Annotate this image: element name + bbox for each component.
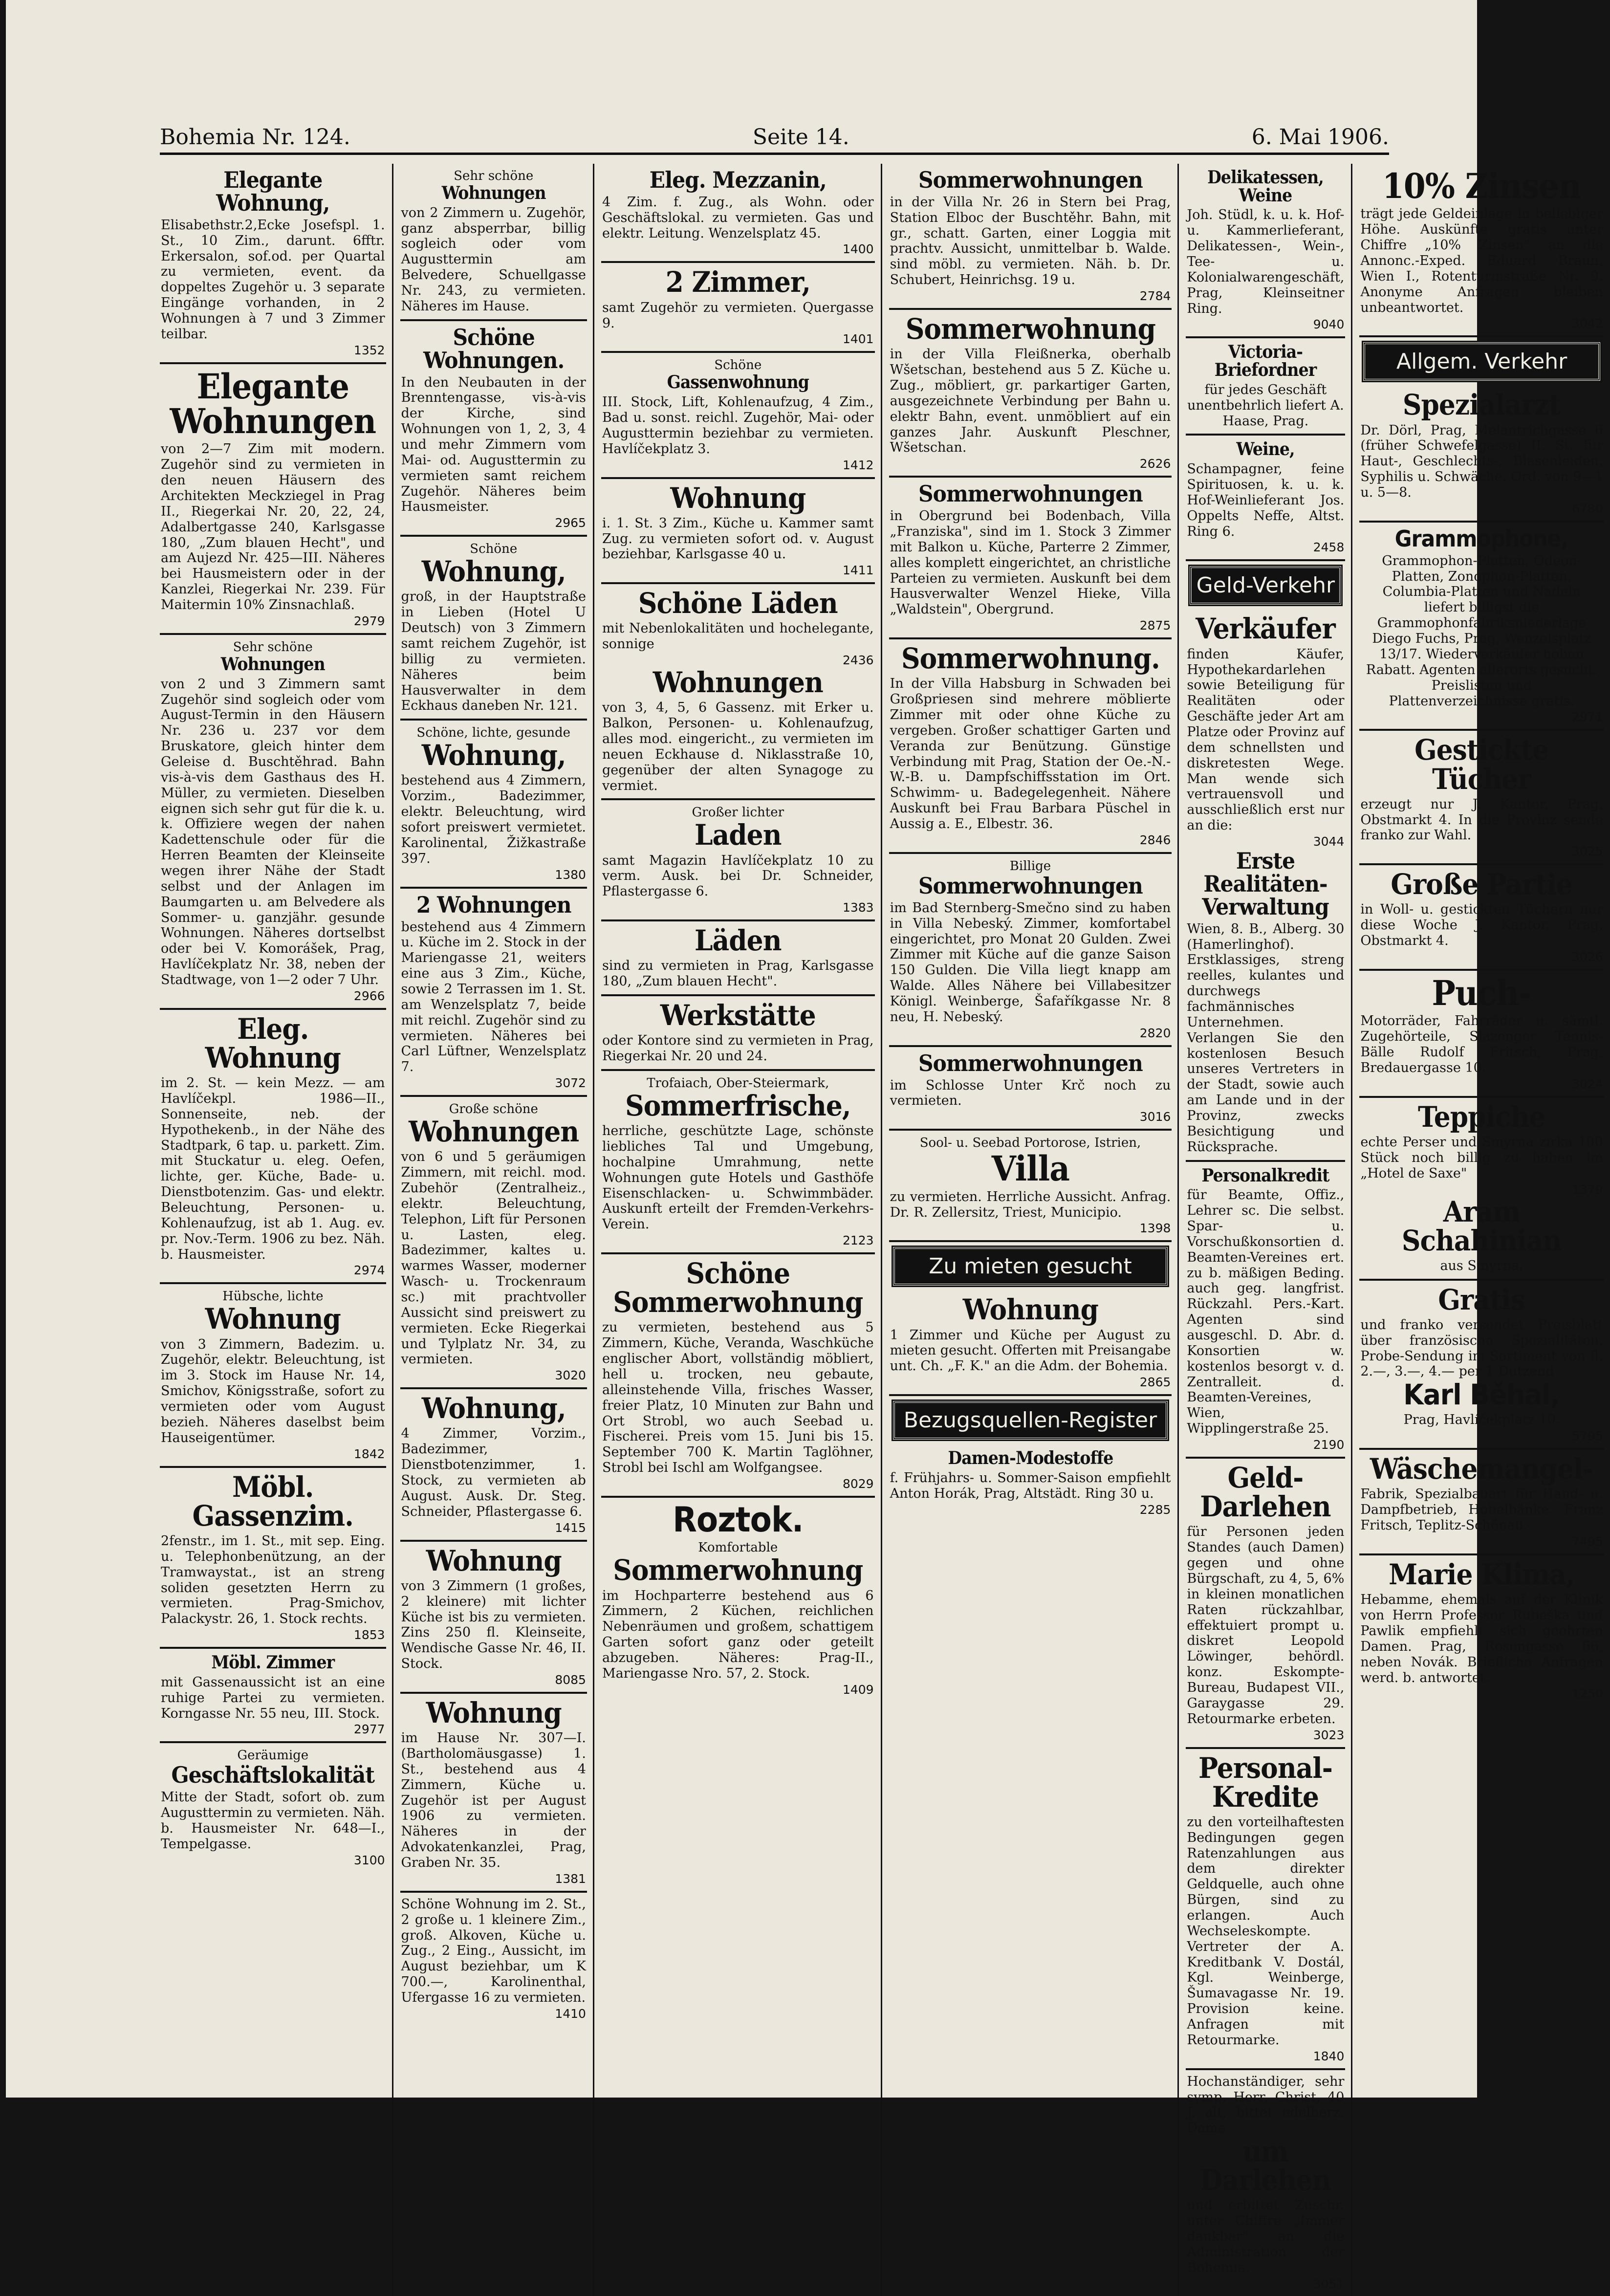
ad-body: in Obergrund bei Bodenbach, Villa „Franziska", sind im 1. Stock 3 Zimmer mit Balkon u. Küche, Parterre 2 Zimmer, alles komplett eingerichtet, an christliche Parteien zu vermieten. Auskunft bei dem Hausverwalter Wenzel Hieke, Villa „Waldstein", Obergrund. — [890, 508, 1171, 617]
ad-pretitle: Sool- u. Seebad Portorose, Istrien, — [919, 1136, 1141, 1151]
ad-heading: 2 Zimmer, — [665, 265, 810, 299]
ad-body: in der Villa Nr. 26 in Stern bei Prag, Station Elboc der Buschtěhr. Bahn, mit gr., schatt. Garten, einer Loggia mit prachtv. Aussicht, unmittelbar b. Walde. sind möbl. zu vermieten. Näh. b. Dr. Schubert, Heinrichsg. 19 u. — [890, 194, 1171, 288]
ad — [1359, 1098, 1604, 1281]
ad — [160, 1649, 386, 1743]
ad-heading: Gestickte Tücher — [1414, 733, 1549, 796]
ad-number: 1352 — [353, 343, 385, 357]
ad-number: 1412 — [842, 458, 874, 472]
ad-number: 1380 — [555, 867, 586, 882]
ad-body: Prag, Havlíčekplatz 10. — [1403, 1412, 1560, 1428]
ad-body: für jedes Geschäft unentbehrlich liefert A. Haase, Prag. — [1187, 382, 1344, 429]
ad — [889, 164, 1172, 310]
ad-heading: Verkäufer — [1196, 612, 1336, 646]
ad-body: 2fenstr., im 1. St., mit sep. Eing. u. Telephonbenützung, an der Tramwaystat., ist an streng soliden gesetzten Herrn zu vermieten. Prag-Smichov, Palackystr. 26, 1. Stock rechts. — [161, 1533, 385, 1627]
ad-number: 1250 — [1572, 1686, 1603, 1701]
ad-pretitle: Hübsche, lichte — [222, 1289, 324, 1304]
ad-number: 2123 — [842, 1233, 874, 1248]
ad-body: im Hochparterre bestehend aus 6 Zimmern, 2 Küchen, reichlichen Nebenräumen und großem, schattigem Garten sofort ganz oder geteilt abzugeben. Näheres: Prag-II., Mariengasse Nro. 57, 2. Stock. — [602, 1588, 874, 1681]
ad-body: Grammophon-Platten, Odeon-Platten, Zonophon-Platten, Columbia-Platten und Nadeln liefert billigst die Grammophonfabriksniederlage Diego Fuchs, Prag, Wenzelsplatz 13/17. Wiederverkäufer hohen Rabatt. Agenten allerorts gesucht. Preislisten und Plattenverzeichnisse gratis. — [1366, 553, 1598, 709]
ad — [889, 478, 1172, 639]
ad — [889, 1047, 1172, 1131]
ad-pretitle: Trofaiach, Ober-Steiermark, — [647, 1075, 829, 1091]
ad-body: von 2—7 Zim mit modern. Zugehör sind zu vermieten in den neuen Häusern des Architekten Meckziegel in Prag II., Riegerkai Nr. 20, 22, 24, Adalbertgasse 240, Karlsgasse 180, „Zum blauen Hecht", und am Aujezd Nr. 425—III. Näheres bei Hausmeistern oder in der Kanzlei, Riegerkai Nr. 239. Für Maitermin 10% Zinsnachlaß. — [161, 441, 385, 613]
ad-pretitle: Billige — [1009, 858, 1051, 874]
ad — [400, 1694, 587, 1893]
ad-heading: Sommerwohnungen — [918, 872, 1143, 899]
ad-pretitle: Schöne — [470, 542, 518, 557]
ad-heading: Delikatessen, Weine — [1207, 167, 1324, 206]
ad-body: groß, in der Hauptstraße in Lieben (Hotel U Deutsch) von 3 Zimmern samt reichem Zugehör, ist billig zu vermieten. Näheres beim Hausverwalter in dem Eckhaus daneben Nr. 121. — [401, 589, 586, 714]
ad-heading: Eleg. Wohnung — [205, 1012, 341, 1074]
ad-heading: Roztok. — [673, 1500, 804, 1540]
ad — [160, 364, 386, 635]
ad-number: 1840 — [1313, 2049, 1345, 2063]
section-banner-bezugsquellen: Bezugsquellen-Register — [893, 1401, 1168, 1440]
ad-body: zu den vorteilhaftesten Bedingungen gegen Ratenzahlungen aus dem direkter Geldquelle, auch ohne Bürgen, sind zu erlangen. Auch Wechseleskompte. Vertreter der A. Kreditbank V. Dostál, Kgl. Weinberge, Šumavagasse Nr. 19. Provision keine. Anfragen mit Retourmarke. — [1187, 1814, 1345, 2048]
ad-body: 1 Zimmer und Küche per August zu mieten gesucht. Offerten mit Preisangabe unt. Ch. „F. K." an die Adm. der Bohemia. — [890, 1327, 1171, 1374]
ad-heading: Wohnung, — [421, 739, 566, 772]
ad — [601, 263, 875, 353]
section-banner-zu-mieten-gesucht: Zu mieten gesucht — [893, 1247, 1168, 1286]
ad-pretitle: Großer lichter — [692, 805, 784, 820]
ad-number: 2977 — [353, 1722, 385, 1737]
ad-body: Hebamme, ehemals auf der Klinik von Herrn Professor Rubeška und Pawlik empfiehlt sich geehrten Damen. Prag, Rosengasse 66, neben Novák. Briefliche Anfragen werd. b. antwortet. — [1360, 1592, 1603, 1685]
ad-number: 1381 — [555, 1871, 586, 1886]
ad-body: mit Gassenaussicht ist an eine ruhige Partei zu vermieten. Korngasse Nr. 55 neu, III. Stock. — [161, 1674, 385, 1721]
ad-heading: Teppiche — [1418, 1100, 1545, 1134]
ad — [601, 1071, 875, 1254]
ad-heading: Große Partie — [1391, 868, 1573, 901]
ad-heading: Wohnung, — [421, 1392, 566, 1425]
ad-heading: Elegante Wohnung, — [216, 167, 330, 216]
ad-body: Dr. Dörl, Prag, Melantrichgasse 6 (früher Schwefelgasse) II. St. für Haut-, Geschlechts-, Blasenleiden, Syphilis u. Schwäche. Ord. von 9—1 u. 5—8. — [1360, 422, 1603, 500]
ad — [1186, 610, 1345, 1161]
ad-number: 3020 — [555, 1368, 586, 1383]
ad-heading: Sommerwohnungen — [918, 1050, 1143, 1076]
ad-heading: Wohnung, — [421, 555, 566, 589]
ad-heading: Sommerwohnung. — [901, 642, 1160, 676]
column-5 — [1186, 164, 1352, 2296]
ad — [400, 889, 587, 1097]
ad-body: für Personen jeden Standes (auch Damen) gegen und ohne Bürgschaft, zu 4, 5, 6% in kleinen monatlichen Raten rückzahlbar, effektuiert prompt u. diskret Leopold Löwinger, behördl. konz. Eskompte-Bureau, Budapest VII., Garaygasse 29. Retourmarke erbeten. — [1187, 1524, 1345, 1727]
ad — [1186, 1749, 1345, 2070]
ad — [601, 353, 875, 479]
ad — [889, 1131, 1172, 1242]
ad-pretitle: Große schöne — [449, 1102, 538, 1117]
ad-body: In der Villa Habsburg in Schwaden bei Großpriesen sind mehrere möblierte Zimmer mit oder ohne Küche zu vergeben. Großer schattiger Garten und Veranda zur Benützung. Günstige Verbindung mit Prag, Station der Oe.-N.-W.-B. u. Dampfschiffsstation im Ort. Schwimm- u. Badegelegenheit. Nähere Auskunft bei Frau Barbara Püschel in Aussig a. E., Elbestr. 36. — [890, 676, 1171, 832]
ad-heading: Wohnung — [426, 1544, 562, 1577]
ad — [1359, 865, 1604, 971]
ad-body: von 2 Zimmern u. Zugehör, ganz absperrbar, billig sogleich oder vom Augusttermin am Belvedere, Schuellgasse Nr. 243, zu vermieten. Näheres im Hause. — [401, 205, 586, 314]
ad-number: 8029 — [842, 1477, 874, 1491]
ad-body: im Hause Nr. 307—I. (Bartholomäusgasse) 1. St., bestehend aus 4 Zimmern, Küche u. Zugehör ist per August 1906 zu vermieten. Näheres in der Advokatenkanzlei, Prag, Graben Nr. 35. — [401, 1730, 586, 1870]
ad-body: für Beamte, Offiz., Lehrer sc. Die selbst. Spar- u. Vorschußkonsortien d. Beamten-Vereines ert. zu b. mäßigen Beding. auch geg. langfrist. Rückzahl. Pers.-Kart. Agenten sind ausgeschl. D. Abr. d. Konsortien w. kostenlos besorgt v. d. Zentralleit. d. Beamten-Vereines, Wien, Wipplingerstraße 25. — [1187, 1187, 1345, 1437]
ad-heading: Personal-Kredite — [1198, 1751, 1333, 1814]
ad-body: mit Nebenlokalitäten und hochelegante, sonnige — [602, 621, 874, 652]
ad — [400, 1097, 587, 1389]
ad-body: In den Neubauten in der Brenntengasse, vis-à-vis der Kirche, sind Wohnungen von 1, 2, 3, 4 und mehr Zimmern vom Mai- od. Augusttermin zu vermieten samt reichem Zugehör. Näheres beim Hausmeister. — [401, 374, 586, 515]
ad-body: Fabrik, Spezialbauart für Hand- u. Dampfbetrieb, Hobelbänke. Franz Fritsch, Teplitz-Schönau. — [1360, 1487, 1603, 1533]
ad-heading: Geschäftslokalität — [171, 1762, 375, 1789]
ad-body: i. 1. St. 3 Zim., Küche u. Kammer samt Zug. zu vermieten sofort od. v. August beziehbar, Karlsgasse 40 u. — [602, 515, 874, 562]
ad-number: 2285 — [1139, 1502, 1171, 1517]
ad-number: 1409 — [842, 1682, 874, 1697]
ad-pretitle: Schöne — [714, 358, 762, 373]
ad-body: herrliche, geschützte Lage, schönste liebliches Tal und Umgebung, hochalpine Umrahmung, nette Wohnungen gute Hotels und Gasthöfe Eisenschlacken- u. Schwimmbäder. Auskunft erteilt der Fremden-Verkehrs-Verein. — [602, 1123, 874, 1232]
ad-number: 1400 — [842, 242, 874, 257]
ad-heading: Läden — [694, 924, 782, 958]
ad-number: 2436 — [842, 653, 874, 668]
ad-heading: Wohnungen — [220, 654, 325, 675]
ad — [601, 996, 875, 1071]
column-4 — [889, 164, 1179, 2296]
ad — [1359, 731, 1604, 865]
ad-heading: Laden — [694, 818, 782, 852]
ad — [400, 321, 587, 537]
ad-number: 7495 — [1572, 1534, 1603, 1549]
ad-number: 3024 — [1572, 1076, 1603, 1091]
ad — [889, 310, 1172, 478]
ad — [400, 1893, 587, 2026]
ad-number: 9040 — [1313, 317, 1345, 332]
ad-number: 2966 — [353, 988, 385, 1003]
ad-body: bestehend aus 4 Zimmern u. Küche im 2. Stock in der Mariengasse 21, weiters eine aus 3 Zim., Küche, sowie 2 Terrassen im 1. St. am Wenzelsplatz 7, beide mit reichl. Zugehör sind zu vermieten. Näheres bei Carl Lüftner, Wenzelsplatz 7. — [401, 919, 586, 1075]
ad-heading: Elegante Wohnungen — [170, 366, 376, 442]
ad-heading: Sommerwohnung — [905, 312, 1155, 346]
ad-number: 3100 — [353, 1853, 385, 1867]
ad-number: 3016 — [1139, 1110, 1171, 1124]
ad — [400, 537, 587, 721]
ad-body: echte Perser und Smyrna zirka 100 Stück noch billig zu haben im „Hotel de Saxe" — [1360, 1134, 1603, 1181]
ad — [889, 639, 1172, 854]
ad-number: 1410 — [555, 2006, 586, 2021]
ad-body: 4 Zim. f. Zug., als Wohn. oder Geschäftslokal. zu vermieten. Gas und elektr. Leitung. Wenzelsplatz 45. — [602, 194, 874, 241]
ad-number: 2974 — [353, 1263, 385, 1278]
ad-number: 2865 — [1139, 1375, 1171, 1390]
ad-subheading: Sommerwohnung — [613, 1553, 863, 1587]
ad-body: sind zu vermieten in Prag, Karlsgasse 180, „Zum blauen Hecht". — [602, 958, 874, 989]
ad-number: 2784 — [1139, 289, 1171, 304]
ad-body: Mitte der Stadt, sofort ob. zum Augusttermin zu vermieten. Näh. b. Hausmeister Nr. 648—I., Tempelgasse. — [161, 1790, 385, 1852]
ad-body: oder Kontore sind zu vermieten in Prag, Riegerkai Nr. 20 und 24. — [602, 1033, 874, 1064]
ad-heading: 10% Zinsen — [1382, 166, 1581, 206]
ad-number: 3051 — [1313, 2276, 1345, 2291]
ad-heading: Wohnungen — [653, 666, 823, 700]
page-header — [160, 122, 1389, 152]
ad-number: 3044 — [1313, 834, 1345, 849]
ad-number: 2971 — [1572, 710, 1603, 724]
ad-number: 3042 — [1572, 316, 1603, 331]
ad — [601, 800, 875, 921]
ad — [889, 1290, 1172, 1396]
ad-heading: Marie Klima, — [1389, 1558, 1575, 1592]
ad-number: 6780 — [1572, 501, 1603, 516]
ad-heading: Wohnungen — [408, 1115, 579, 1149]
ad-number: 2190 — [1313, 1438, 1345, 1452]
ad — [400, 164, 587, 321]
ad — [1359, 1450, 1604, 1555]
column-1 — [160, 164, 393, 2296]
ad-body: Elisabethstr.2,Ecke Josefspl. 1. St., 10 Zim., darunt. 6fftr. Erkersalon, sof.od. per Quartal zu vermieten, event. da doppeltes Zugehör u. 3 separate Eingänge vorhanden, in 2 Wohnungen à 7 und 3 Zimmer teilbar. — [161, 217, 385, 342]
column-2 — [400, 164, 594, 2296]
ad — [160, 635, 386, 1010]
ad-number: 1415 — [555, 1520, 586, 1535]
ad-heading: Erste Realitäten-Verwaltung — [1202, 847, 1329, 920]
ad-body: f. Frühjahrs- u. Sommer-Saison empfiehlt Anton Horák, Prag, Altstädt. Ring 30 u. — [890, 1470, 1171, 1501]
ad — [160, 1468, 386, 1649]
ad-body: erzeugt nur J. Kantor, Prag, Obstmarkt 4. In die Provinz sende franko zur Wahl. — [1360, 796, 1603, 843]
ad-body: und erbittet Zuschr. unter Chiffre „Immer dankbar" an die Administration der Bohemia. — [1187, 2198, 1345, 2275]
ad-heading: Wohnungen — [441, 183, 546, 203]
ad-number: 1853 — [353, 1628, 385, 1642]
ad-heading: 2 Wohnungen — [416, 891, 571, 918]
ad-heading: Schöne Wohnungen. — [423, 324, 564, 373]
ad-number: 2846 — [1139, 832, 1171, 847]
header-publication: Bohemia Nr. 124. — [160, 124, 350, 150]
ad-number: 2626 — [1139, 457, 1171, 471]
ad-heading: Schöne Läden — [638, 587, 838, 620]
ad-body: von 3 Zimmern, Badezim. u. Zugehör, elektr. Beleuchtung, ist im 3. Stock im Hause Nr. 14, Smichov, Königsstraße, sofort zu vermieten oder vom August bezieh. Näheres daselbst beim Hauseigentümer. — [161, 1336, 385, 1445]
ad-pretitle: Sehr schöne — [233, 639, 313, 655]
ad — [160, 1743, 386, 1872]
ad-number: 3025 — [1572, 844, 1603, 859]
ad-number: 3072 — [555, 1076, 586, 1091]
ad-heading: Sommerfrische, — [625, 1089, 851, 1122]
ad-number: 8085 — [555, 1672, 586, 1687]
ad-number: 1398 — [1139, 1221, 1171, 1236]
ad-number: 1379 — [1572, 1182, 1603, 1197]
newspaper-page — [6, 0, 1603, 2291]
ad-number: 1401 — [842, 332, 874, 347]
ad — [160, 1284, 386, 1467]
ad-number: 2965 — [555, 516, 586, 530]
ad-body: 4 Zimmer, Vorzim., Badezimmer, Dienstbotenzimmer, 1. Stock, zu vermieten ab August. Ausk. Dr. Steg. Schneider, Pflastergasse 6. — [401, 1426, 586, 1519]
ad — [400, 1389, 587, 1541]
ad — [1186, 164, 1345, 338]
ad-heading: Schöne Sommerwohnung — [613, 1257, 863, 1319]
ad — [1359, 164, 1604, 337]
column-6 — [1359, 164, 1610, 2296]
ad-body: von 6 und 5 geräumigen Zimmern, mit reichl. mod. Zubehör (Zentralheiz., elektr. Beleuchtung, Telephon, Lift für Personen u. Lasten, eleg. Badezimmer, kaltes u. warmes Wasser, moderner Wasch- u. Trockenraum sc.) mit prachtvoller Aussicht sind preiswert zu vermieten. Ecke Riegerkai und Tylplatz Nr. 34, zu vermieten. — [401, 1149, 586, 1367]
ad — [889, 1444, 1172, 1521]
ad-body: in Woll- u. gestickten Tüchern nur diese Woche J. Kantor, Prag, Obstmarkt 4. — [1360, 902, 1603, 949]
ad — [601, 921, 875, 996]
ad-heading: Werkstätte — [660, 999, 816, 1032]
ad-heading: Möbl. Gassenzim. — [192, 1470, 353, 1532]
ad-body: Schöne Wohnung im 2. St., 2 große u. 1 kleinere Zim., groß. Alkoven, Küche u. Zug., 2 Eing., Aussicht, im August beziehbar, um K 700.—, Karolinenthal, Ufergasse 16 zu vermieten. — [401, 1896, 586, 2005]
ad-heading: Spezialarzt — [1403, 388, 1561, 422]
ad-pretitle: Hochanständiger, sehr symp. Herr, Christ, 40 J. alt, bittet edelherz. Dame — [1187, 2074, 1345, 2136]
ad-number: 3023 — [1313, 1727, 1345, 1742]
ad-heading: Wohnung — [962, 1293, 1098, 1327]
ad — [601, 164, 875, 263]
ad-body: im 2. St. — kein Mezz. — am Havlíčekpl. 1986—II., Sonnenseite, neb. der Hypothekenb., in der Nähe des Stadtpark, 6 tap. u. parkett. Zim. mit Stuckatur u. eleg. Oefen, lichte, ger. Küche, Bade- u. Dienstbotenzim. Gas- und elektr. Beleuchtung, Personen- u. Kohlenaufzug, ist ab 1. Aug. ev. pr. Nov.-Term. 1906 zu bez. Näh. b. Hausmeister. — [161, 1075, 385, 1262]
classified-columns — [160, 164, 1603, 2291]
ad — [601, 584, 875, 800]
ad-pretitle: Sehr schöne — [454, 169, 534, 183]
ad — [601, 1498, 875, 1702]
section-banner-allgem-verkehr: Allgem. Verkehr — [1363, 342, 1600, 381]
header-rule — [160, 153, 1389, 155]
ad — [1186, 436, 1345, 561]
ad-body: von 3 Zimmern (1 großes, 2 kleinere) mit lichter Küche ist bis zu vermieten. Zins 250 fl. Kleinseite, Wendische Gasse Nr. 46, II. Stock. — [401, 1578, 586, 1672]
column-3 — [601, 164, 882, 2296]
ad-heading: Personalkredit — [1201, 1165, 1329, 1186]
ad-heading: Möbl. Zimmer — [211, 1652, 335, 1673]
ad-body: finden Käufer, Hypothekardarlehen sowie Beteiligung für Realitäten oder Geschäfte jeder Art am Platze oder Provinz auf dem schnellsten und diskretesten Wege. Man wende sich vertrauensvoll und ausschließlich erst nur an die: — [1187, 646, 1345, 833]
ad-number: 1411 — [842, 563, 874, 578]
ad-number: 2458 — [1313, 540, 1345, 555]
header-date: 6. Mai 1906. — [1251, 124, 1389, 150]
ad-heading: Wohnung — [670, 481, 806, 515]
ad-body: in der Villa Fleißnerka, oberhalb Wšetschan, bestehend aus 5 Z. Küche u. Zug., möbliert, gr. parkartiger Garten, ausgezeichnete Verbindung per Bahn u. elektr Bahn, event. unmöbliert auf ein ganzes Jahr. Auskunft Pleschner, Wšetschan. — [890, 347, 1171, 456]
ad-number: 1383 — [842, 900, 874, 915]
ad-heading: Aram Schahinian — [1402, 1195, 1562, 1257]
ad-body: von 2 und 3 Zimmern samt Zugehör sind sogleich oder vom August-Termin in den Häusern Nr. 236 u. 237 vor dem Bruskatore, gleich hinter dem Geleise d. Buschtěhrad. Bahn vis-à-vis dem Gasthaus des H. Müller, zu vermieten. Dieselben eignen sich sehr gut für die k. u. k. Offiziere wegen der nahen Kadettenschule oder für die Herren Beamten der Kleinseite wegen ihrer Nähe der Stadt selbst und der Anlagen im Baumgarten u. am Belvedere als Sommer- u. ganzjähr. gesunde Wohnungen. Näheres dortselbst oder bei V. Komorášek, Prag, Havlíčekplatz Nr. 38, neben der Stadtwage, von 1—2 oder 7 Uhr. — [161, 676, 385, 987]
ad-heading: Villa — [991, 1148, 1069, 1189]
ad-body: von 3, 4, 5, 6 Gassenz. mit Erker u. Balkon, Personen- u. Kohlenaufzug, alles mod. eingericht., zu vermieten im neuen Eckhause d. Niklasstraße 10, gegenüber der alten Synagoge zu vermiet. — [602, 700, 874, 793]
ad-pretitle: Geräumige — [237, 1748, 309, 1763]
ad-body: aus Smyrna. — [1440, 1258, 1523, 1273]
ad — [1359, 1555, 1604, 1706]
ad — [1359, 971, 1604, 1098]
ad-body: Wien, 8. B., Alberg. 30 (Hamerlinghof). Erstklassiges, streng reelles, kulantes und durchwegs fachmännisches Unternehmen. Verlangen Sie den kostenlosen Besuch unseres Vertreters in der Stadt, sowie auch am Lande und in der Provinz, zwecks Besichtigung und Rücksprache. — [1187, 921, 1345, 1155]
ad-body: zu vermieten, bestehend aus 5 Zimmern, Küche, Veranda, Waschküche englischer Abort, vollständig möbliert, hell u. trocken, neu gebaute, alleinstehende Villa, frisches Wasser, freier Platz, 10 Minuten zur Bahn und Ort Strobl, wo auch Seebad u. Fischerei. Preis vom 15. Juni bis 15. September 700 K. Martin Taglöhner, Strobl bei Ischl am Wolfgangsee. — [602, 1320, 874, 1476]
ad-body: samt Zugehör zu vermieten. Quergasse 9. — [602, 300, 874, 331]
ad — [1359, 523, 1604, 731]
ad-body: Motorräder, Fahrräder u. sämtl. Zugehörteile, Slazenger Tennis-Bälle Rudolf Fritsch, Prag, Bredauergasse 10. — [1360, 1013, 1603, 1075]
ad-heading: Gratis — [1438, 1283, 1525, 1316]
ad-number: 3026 — [1572, 949, 1603, 964]
ad-number: 5795 — [1572, 1429, 1603, 1443]
ad-heading: Wohnung — [205, 1302, 341, 1336]
ad-body: im Bad Sternberg-Smečno sind zu haben in Villa Nebeský. Zimmer, komfortabel eingerichtet, pro Monat 20 Gulden. Zwei Zimmer mit Küche auf die ganze Saison 150 Gulden. Die Villa liegt knapp am Walde. Alles Nähere bei Villabesitzer Königl. Weinberge, Šafaříkgasse Nr. 8 neu, H. Nebeský. — [890, 900, 1171, 1025]
ad-heading: Sommerwohnungen — [918, 481, 1143, 507]
ad-heading: Sommerwohnungen — [918, 167, 1143, 193]
ad-body: III. Stock, Lift, Kohlenaufzug, 4 Zim., Bad u. sonst. reichl. Zugehör, Mai- oder Augusttermin beziehbar zu vermieten. Havlíčekplatz 3. — [602, 394, 874, 457]
ad — [601, 479, 875, 585]
ad-heading: Gassenwohnung — [667, 372, 809, 393]
ad-heading: Weine, — [1236, 439, 1295, 460]
ad-heading: um Darlehen — [1200, 2135, 1331, 2197]
header-page-number: Seite 14. — [752, 124, 849, 150]
ad-body: trägt jede Geldeinlage in beliebiger Höhe. Auskünfte gratis unter Chiffre „10% Zinsen" an die Annonc.-Exped. Eduard Braun, Wien I., Rotenturmstraße Nr. 9. Anonyme Anfragen bleiben unbeantwortet. — [1360, 206, 1603, 315]
section-banner-geld-verkehr: Geld-Verkehr — [1190, 566, 1341, 605]
ad — [1186, 2070, 1345, 2296]
ad — [160, 164, 386, 364]
ad-heading: Eleg. Mezzanin, — [649, 167, 827, 193]
ad-heading: Victoria-Briefordner — [1215, 342, 1317, 381]
ad-pretitle: Schöne, lichte, gesunde — [416, 725, 571, 741]
ad-body: im Schlosse Unter Krč noch zu vermieten. — [890, 1077, 1171, 1109]
ad-number: 2979 — [353, 613, 385, 628]
ad-body: Joh. Stüdl, k. u. k. Hof- u. Kammerlieferant, Delikatessen-, Wein-, Tee- u. Kolonialwarengeschäft, Prag, Kleinseitner Ring. — [1187, 207, 1345, 316]
ad-body: Schampagner, feine Spirituosen, k. u. k. Hof-Weinlieferant Jos. Oppelts Neffe, Altst. Ring 6. — [1187, 461, 1345, 539]
ad-heading: Puch- — [1432, 972, 1532, 1013]
ad — [160, 1010, 386, 1285]
ad-heading: Karl Běhal, — [1403, 1378, 1560, 1412]
ad-pretitle: Komfortable — [698, 1540, 778, 1555]
ad — [400, 721, 587, 888]
ad-heading: Damen-Modestoffe — [947, 1448, 1113, 1469]
ad-number: 2875 — [1139, 618, 1171, 633]
ad — [1186, 1459, 1345, 1749]
ad-body: und franko versendet Preisblatt über französische Spezialitäten, Probe-Sendung im Sortiment von fl. 2.—, 3.—, 4.— per 1 Dutzend — [1360, 1317, 1603, 1379]
ad-body: bestehend aus 4 Zimmern, Vorzim., Badezimmer, elektr. Beleuchtung, wird sofort preiswert vermietet. Karolinental, Žižkastraße 397. — [401, 773, 586, 866]
ad-body: samt Magazin Havlíčekplatz 10 zu verm. Ausk. bei Dr. Schneider, Pflastergasse 6. — [602, 853, 874, 899]
ad — [1186, 1162, 1345, 1459]
ad-number: 2820 — [1139, 1026, 1171, 1040]
ad-heading: Wäschemangel- — [1370, 1452, 1593, 1486]
ad — [601, 1254, 875, 1498]
ad-body: zu vermieten. Herrliche Aussicht. Anfrag. Dr. R. Zellersitz, Triest, Municipio. — [890, 1189, 1171, 1220]
ad — [889, 854, 1172, 1047]
ad-heading: Geld-Darlehen — [1200, 1461, 1331, 1524]
ad-heading: Wohnung — [426, 1696, 562, 1729]
ad-number: 1842 — [353, 1446, 385, 1461]
ad — [400, 1542, 587, 1694]
ad — [1359, 1281, 1604, 1450]
ad — [1359, 386, 1604, 522]
ad — [1186, 338, 1345, 436]
ad-heading: Grammophone, — [1395, 525, 1568, 552]
